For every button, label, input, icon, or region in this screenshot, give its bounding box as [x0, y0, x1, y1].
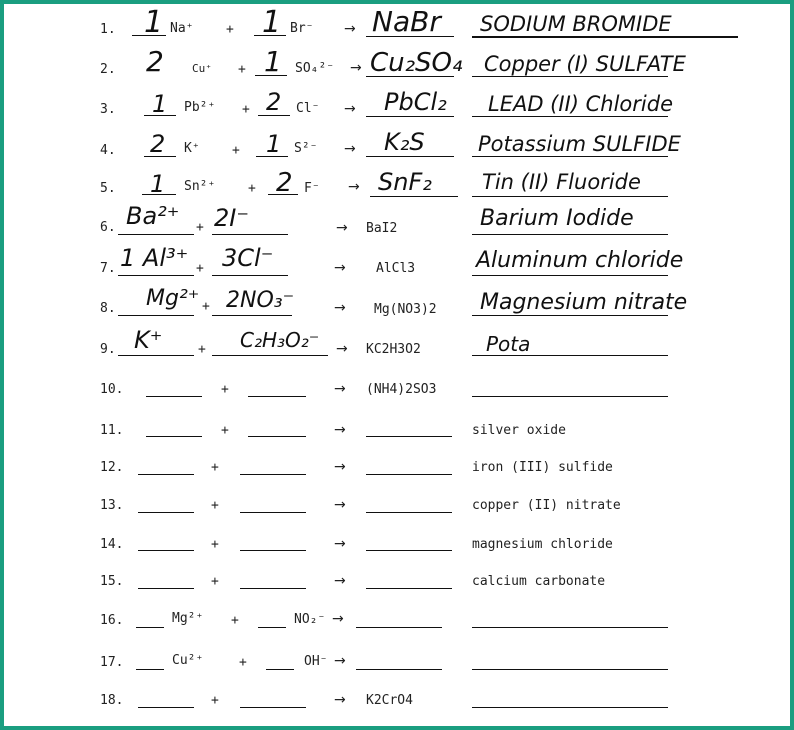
cation: K⁺ [184, 141, 200, 156]
row-number: 13. [100, 498, 124, 513]
reaction-arrow: → [336, 341, 348, 357]
plus-sign: + [226, 22, 234, 37]
handwritten-anion: C₂H₃O₂⁻ [240, 328, 320, 352]
reaction-arrow: → [334, 497, 346, 513]
plus-sign: + [248, 181, 256, 196]
handwritten-anion: 2I⁻ [214, 204, 250, 232]
row-number: 16. [100, 613, 124, 628]
plus-sign: + [238, 62, 246, 77]
handwritten-coefficient: 2 [266, 88, 282, 116]
blank[interactable] [248, 436, 306, 437]
blank[interactable] [240, 550, 306, 551]
name-blank[interactable] [472, 275, 668, 276]
handwritten-name: Aluminum chloride [476, 248, 684, 273]
blank[interactable] [136, 627, 164, 628]
handwritten-coefficient: 2 [150, 130, 166, 158]
formula: K2CrO4 [366, 693, 413, 708]
reaction-arrow: → [334, 260, 346, 276]
formula-blank[interactable] [366, 156, 454, 157]
row-number: 11. [100, 423, 124, 438]
blank[interactable] [136, 669, 164, 670]
handwritten-coefficient: 1 [266, 130, 282, 158]
handwritten-formula: SnF₂ [378, 168, 432, 196]
handwritten-cation: Ba²⁺ [126, 202, 180, 230]
handwritten-anion: 3Cl⁻ [222, 244, 274, 272]
handwritten-coefficient: 1 [264, 45, 282, 78]
blank[interactable] [212, 315, 292, 316]
plus-sign: + [221, 423, 229, 438]
handwritten-name: Pota [486, 332, 531, 356]
plus-sign: + [202, 299, 210, 314]
formula-blank[interactable] [370, 196, 458, 197]
anion: S²⁻ [294, 141, 318, 156]
row-number: 3. [100, 102, 116, 117]
formula-blank[interactable] [366, 550, 452, 551]
row-number: 8. [100, 301, 116, 316]
row-number: 9. [100, 342, 116, 357]
name-blank[interactable] [472, 627, 668, 628]
name-blank[interactable] [472, 396, 668, 397]
plus-sign: + [231, 613, 239, 628]
row-number: 1. [100, 22, 116, 37]
row-number: 5. [100, 181, 116, 196]
formula-blank[interactable] [366, 474, 452, 475]
blank[interactable] [266, 669, 294, 670]
row-number: 2. [100, 62, 116, 77]
blank[interactable] [146, 396, 202, 397]
anion: Cl⁻ [296, 101, 320, 116]
reaction-arrow: → [344, 21, 356, 37]
blank[interactable] [138, 474, 194, 475]
handwritten-name: LEAD (II) Chloride [488, 92, 674, 116]
reaction-arrow: → [350, 60, 362, 76]
handwritten-cation: K⁺ [134, 326, 163, 354]
handwritten-name: Copper (I) SULFATE [484, 52, 686, 76]
row-number: 17. [100, 655, 124, 670]
handwritten-formula: Cu₂SO₄ [370, 48, 463, 78]
plus-sign: + [211, 693, 219, 708]
name-blank[interactable] [472, 36, 738, 38]
reaction-arrow: → [334, 459, 346, 475]
formula: (NH4)2SO3 [366, 382, 437, 397]
blank[interactable] [138, 707, 194, 708]
formula-blank[interactable] [366, 436, 452, 437]
name-blank[interactable] [472, 315, 668, 316]
blank[interactable] [118, 315, 194, 316]
reaction-arrow: → [334, 536, 346, 552]
handwritten-formula: PbCl₂ [384, 88, 447, 116]
blank[interactable] [248, 396, 306, 397]
blank[interactable] [212, 355, 328, 356]
compound-name: magnesium chloride [472, 537, 613, 552]
handwritten-name: SODIUM BROMIDE [480, 12, 672, 36]
row-number: 18. [100, 693, 124, 708]
anion: Br⁻ [290, 21, 314, 36]
formula-blank[interactable] [366, 588, 452, 589]
handwritten-name: Barium Iodide [480, 206, 634, 231]
handwritten-name: Potassium SULFIDE [478, 132, 681, 156]
plus-sign: + [196, 220, 204, 235]
compound-name: iron (III) sulfide [472, 460, 613, 475]
plus-sign: + [211, 460, 219, 475]
row-number: 15. [100, 574, 124, 589]
row-number: 12. [100, 460, 124, 475]
blank[interactable] [138, 550, 194, 551]
cation: Mg²⁺ [172, 611, 204, 626]
name-blank[interactable] [472, 156, 668, 157]
blank[interactable] [118, 275, 194, 276]
name-blank[interactable] [472, 116, 668, 117]
name-blank[interactable] [472, 196, 668, 197]
formula: Mg(NO3)2 [374, 302, 437, 317]
formula-blank[interactable] [356, 669, 442, 670]
handwritten-anion: 2NO₃⁻ [226, 288, 295, 313]
plus-sign: + [221, 382, 229, 397]
plus-sign: + [198, 342, 206, 357]
blank[interactable] [240, 474, 306, 475]
name-blank[interactable] [472, 76, 668, 77]
handwritten-formula: K₂S [384, 128, 425, 156]
handwritten-coefficient: 1 [262, 5, 282, 40]
blank[interactable] [212, 234, 288, 235]
formula-blank[interactable] [366, 512, 452, 513]
reaction-arrow: → [336, 220, 348, 236]
cation: Cu⁺ [192, 62, 212, 75]
plus-sign: + [239, 655, 247, 670]
reaction-arrow: → [334, 300, 346, 316]
handwritten-coefficient: 1 [144, 5, 164, 40]
blank[interactable] [240, 588, 306, 589]
handwritten-cation: Mg²⁺ [146, 286, 200, 311]
plus-sign: + [232, 143, 240, 158]
handwritten-coefficient: 1 [150, 170, 166, 198]
reaction-arrow: → [334, 422, 346, 438]
compound-name: silver oxide [472, 423, 566, 438]
plus-sign: + [211, 574, 219, 589]
formula-blank[interactable] [366, 116, 454, 117]
anion: F⁻ [304, 181, 320, 196]
blank[interactable] [118, 234, 194, 235]
name-blank[interactable] [472, 707, 668, 708]
row-number: 6. [100, 220, 116, 235]
plus-sign: + [211, 498, 219, 513]
formula-blank[interactable] [356, 627, 442, 628]
cation: Sn²⁺ [184, 179, 216, 194]
reaction-arrow: → [334, 653, 346, 669]
handwritten-cation: 1 Al³⁺ [120, 244, 189, 272]
blank[interactable] [146, 436, 202, 437]
anion: SO₄²⁻ [295, 61, 335, 76]
reaction-arrow: → [334, 573, 346, 589]
reaction-arrow: → [332, 611, 344, 627]
reaction-arrow: → [344, 141, 356, 157]
reaction-arrow: → [334, 692, 346, 708]
anion: NO₂⁻ [294, 612, 326, 627]
formula: AlCl3 [376, 261, 416, 276]
cation: Pb²⁺ [184, 100, 216, 115]
plus-sign: + [242, 102, 250, 117]
formula: BaI2 [366, 221, 398, 236]
compound-name: copper (II) nitrate [472, 498, 621, 513]
name-blank[interactable] [472, 234, 668, 235]
row-number: 4. [100, 143, 116, 158]
name-blank[interactable] [472, 669, 668, 670]
row-number: 14. [100, 537, 124, 552]
blank[interactable] [212, 275, 288, 276]
blank[interactable] [240, 512, 306, 513]
plus-sign: + [211, 537, 219, 552]
formula: KC2H3O2 [366, 342, 421, 357]
blank[interactable] [138, 512, 194, 513]
handwritten-formula: NaBr [372, 5, 441, 38]
handwritten-name: Magnesium nitrate [480, 290, 688, 315]
compound-name: calcium carbonate [472, 574, 606, 589]
blank[interactable] [240, 707, 306, 708]
row-number: 7. [100, 261, 116, 276]
cation: Cu²⁺ [172, 653, 204, 668]
reaction-arrow: → [348, 179, 360, 195]
row-number: 10. [100, 382, 124, 397]
reaction-arrow: → [344, 101, 356, 117]
cation: Na⁺ [170, 21, 194, 36]
blank[interactable] [118, 355, 194, 356]
reaction-arrow: → [334, 381, 346, 397]
handwritten-name: Tin (II) Fluoride [482, 170, 641, 194]
handwritten-coefficient: 2 [276, 168, 293, 198]
plus-sign: + [196, 261, 204, 276]
anion: OH⁻ [304, 654, 328, 669]
blank[interactable] [258, 627, 286, 628]
handwritten-coefficient: 2 [146, 45, 164, 78]
handwritten-coefficient: 1 [152, 90, 168, 118]
blank[interactable] [138, 588, 194, 589]
